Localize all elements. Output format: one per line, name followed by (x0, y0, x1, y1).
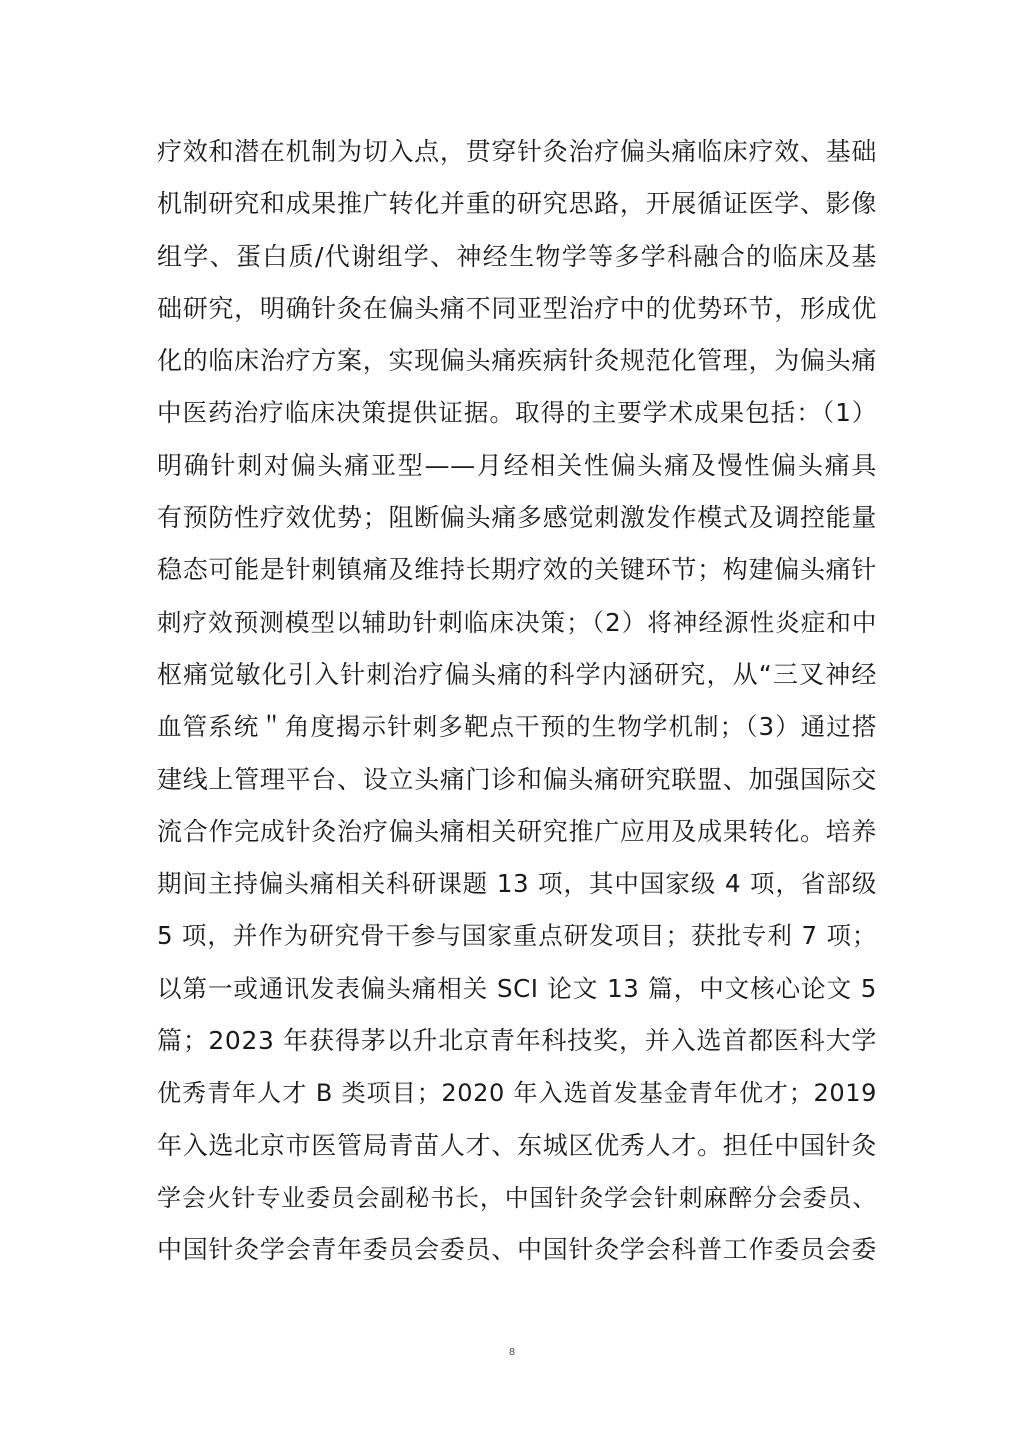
text-line: 流合作完成针灸治疗偏头痛相关研究推广应用及成果转化。培养 (157, 816, 877, 846)
text-line: 机制研究和成果推广转化并重的研究思路，开展循证医学、影像 (157, 189, 877, 219)
text-line: 刺疗效预测模型以辅助针刺临床决策；（2）将神经源性炎症和中 (157, 607, 877, 637)
text-line: 学会火针专业委员会副秘书长，中国针灸学会针刺麻醉分会委员、 (157, 1183, 877, 1212)
text-line: 组学、蛋白质/代谢组学、神经生物学等多学科融合的临床及基 (157, 241, 877, 271)
body-paragraph (157, 126, 877, 1277)
text-line: 篇；2023 年获得茅以升北京青年科技奖，并入选首都医科大学 (157, 1026, 877, 1056)
text-line: 年入选北京市医管局青苗人才、东城区优秀人才。担任中国针灸 (157, 1130, 877, 1160)
text-line: 疗效和潜在机制为切入点，贯穿针灸治疗偏头痛临床疗效、基础 (157, 137, 877, 166)
text-line: 化的临床治疗方案，实现偏头痛疾病针灸规范化管理，为偏头痛 (157, 346, 877, 376)
page-number: 8 (508, 1347, 516, 1358)
text-line: 枢痛觉敏化引入针刺治疗偏头痛的科学内涵研究，从“三叉神经 (157, 659, 877, 689)
text-line: 优秀青年人才 B 类项目；2020 年入选首发基金青年优才；2019 (157, 1079, 877, 1108)
text-line: 以第一或通讯发表偏头痛相关 SCI 论文 13 篇，中文核心论文 5 (157, 973, 877, 1003)
text-line: 明确针刺对偏头痛亚型——月经相关性偏头痛及慢性偏头痛具 (157, 450, 877, 480)
text-line: 础研究，明确针灸在偏头痛不同亚型治疗中的优势环节，形成优 (157, 293, 877, 323)
text-line: 有预防性疗效优势；阻断偏头痛多感觉刺激发作模式及调控能量 (157, 503, 877, 533)
text-line: 5 项，并作为研究骨干参与国家重点研发项目；获批专利 7 项； (157, 921, 877, 951)
text-line: 建线上管理平台、设立头痛门诊和偏头痛研究联盟、加强国际交 (157, 764, 877, 794)
text-line: 中医药治疗临床决策提供证据。取得的主要学术成果包括：（1） (157, 398, 877, 428)
text-line: 期间主持偏头痛相关科研课题 13 项，其中国家级 4 项，省部级 (157, 869, 877, 899)
text-line: 血管系统＂角度揭示针刺多靶点干预的生物学机制；（3）通过搭 (157, 712, 877, 742)
text-line: 中国针灸学会青年委员会委员、中国针灸学会科普工作委员会委 (157, 1235, 877, 1265)
text-line: 稳态可能是针刺镇痛及维持长期疗效的关键环节；构建偏头痛针 (157, 555, 877, 585)
